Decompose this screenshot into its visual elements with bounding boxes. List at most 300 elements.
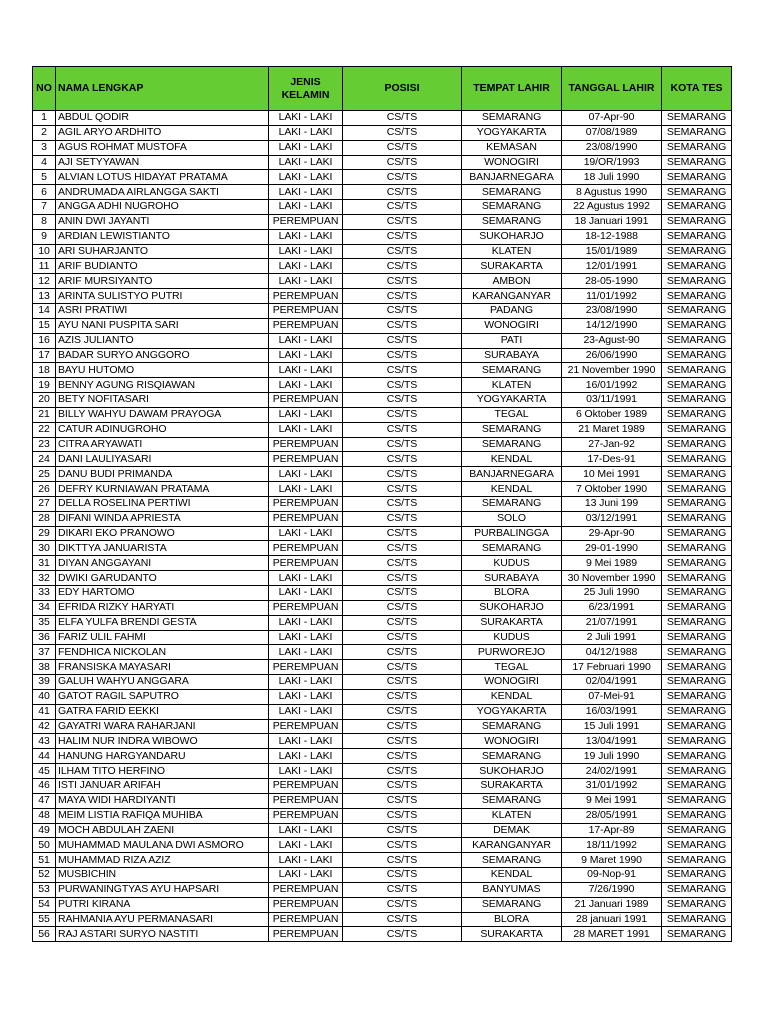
cell-kota-tes: SEMARANG <box>662 541 732 556</box>
cell-no: 1 <box>33 111 56 126</box>
table-row <box>33 853 732 868</box>
cell-posisi: CS/TS <box>343 289 462 304</box>
table-row <box>33 586 732 601</box>
table-row <box>33 140 732 155</box>
table-row <box>33 185 732 200</box>
cell-kota-tes: SEMARANG <box>662 749 732 764</box>
cell-kota-tes: SEMARANG <box>662 333 732 348</box>
cell-jenis-kelamin: LAKI - LAKI <box>269 185 343 200</box>
cell-jenis-kelamin: PEREMPUAN <box>269 897 343 912</box>
cell-posisi: CS/TS <box>343 155 462 170</box>
cell-tanggal-lahir: 27-Jan-92 <box>562 437 662 452</box>
cell-posisi: CS/TS <box>343 764 462 779</box>
cell-nama: PUTRI KIRANA <box>56 897 269 912</box>
table-row <box>33 229 732 244</box>
cell-no: 31 <box>33 556 56 571</box>
cell-no: 12 <box>33 274 56 289</box>
cell-tempat-lahir: SEMARANG <box>462 719 562 734</box>
cell-jenis-kelamin: LAKI - LAKI <box>269 155 343 170</box>
cell-kota-tes: SEMARANG <box>662 630 732 645</box>
cell-kota-tes: SEMARANG <box>662 437 732 452</box>
cell-nama: ANGGA ADHI NUGROHO <box>56 200 269 215</box>
table-row <box>33 734 732 749</box>
cell-jenis-kelamin: LAKI - LAKI <box>269 526 343 541</box>
cell-posisi: CS/TS <box>343 660 462 675</box>
cell-kota-tes: SEMARANG <box>662 675 732 690</box>
cell-tanggal-lahir: 24/02/1991 <box>562 764 662 779</box>
cell-jenis-kelamin: LAKI - LAKI <box>269 734 343 749</box>
cell-tempat-lahir: SEMARANG <box>462 200 562 215</box>
cell-no: 26 <box>33 482 56 497</box>
cell-kota-tes: SEMARANG <box>662 200 732 215</box>
cell-nama: BAYU HUTOMO <box>56 363 269 378</box>
header-posisi: POSISI <box>343 67 462 111</box>
cell-tanggal-lahir: 28 januari 1991 <box>562 912 662 927</box>
header-jenis-line2: KELAMIN <box>281 88 330 101</box>
cell-posisi: CS/TS <box>343 214 462 229</box>
cell-kota-tes: SEMARANG <box>662 155 732 170</box>
cell-jenis-kelamin: LAKI - LAKI <box>269 571 343 586</box>
cell-jenis-kelamin: PEREMPUAN <box>269 393 343 408</box>
cell-tanggal-lahir: 16/03/1991 <box>562 704 662 719</box>
cell-tempat-lahir: SEMARANG <box>462 437 562 452</box>
table-row <box>33 437 732 452</box>
cell-no: 36 <box>33 630 56 645</box>
cell-nama: GAYATRI WARA RAHARJANI <box>56 719 269 734</box>
cell-tempat-lahir: SUKOHARJO <box>462 600 562 615</box>
cell-posisi: CS/TS <box>343 363 462 378</box>
cell-tanggal-lahir: 28/05/1991 <box>562 808 662 823</box>
table-row <box>33 749 732 764</box>
cell-tanggal-lahir: 09-Nop-91 <box>562 868 662 883</box>
cell-nama: MOCH ABDULAH ZAENI <box>56 823 269 838</box>
cell-no: 18 <box>33 363 56 378</box>
cell-tempat-lahir: PADANG <box>462 303 562 318</box>
cell-posisi: CS/TS <box>343 303 462 318</box>
cell-no: 56 <box>33 927 56 942</box>
header-kota-tes: KOTA TES <box>662 67 732 111</box>
cell-kota-tes: SEMARANG <box>662 185 732 200</box>
cell-tanggal-lahir: 12/01/1991 <box>562 259 662 274</box>
cell-kota-tes: SEMARANG <box>662 838 732 853</box>
cell-nama: DIYAN ANGGAYANI <box>56 556 269 571</box>
cell-jenis-kelamin: PEREMPUAN <box>269 541 343 556</box>
cell-tanggal-lahir: 07-Mei-91 <box>562 689 662 704</box>
cell-tempat-lahir: SOLO <box>462 511 562 526</box>
cell-nama: GALUH WAHYU ANGGARA <box>56 675 269 690</box>
cell-nama: EFRIDA RIZKY HARYATI <box>56 600 269 615</box>
table-row <box>33 868 732 883</box>
cell-posisi: CS/TS <box>343 689 462 704</box>
cell-nama: DIFANI WINDA APRIESTA <box>56 511 269 526</box>
cell-tempat-lahir: KARANGANYAR <box>462 289 562 304</box>
cell-nama: AJI SETYYAWAN <box>56 155 269 170</box>
cell-kota-tes: SEMARANG <box>662 229 732 244</box>
cell-tanggal-lahir: 21/07/1991 <box>562 615 662 630</box>
cell-posisi: CS/TS <box>343 125 462 140</box>
cell-tempat-lahir: TEGAL <box>462 660 562 675</box>
cell-tanggal-lahir: 29-01-1990 <box>562 541 662 556</box>
cell-no: 50 <box>33 838 56 853</box>
cell-no: 2 <box>33 125 56 140</box>
cell-kota-tes: SEMARANG <box>662 170 732 185</box>
cell-nama: RAJ ASTARI SURYO NASTITI <box>56 927 269 942</box>
cell-tanggal-lahir: 18/11/1992 <box>562 838 662 853</box>
cell-tanggal-lahir: 16/01/1992 <box>562 378 662 393</box>
cell-posisi: CS/TS <box>343 630 462 645</box>
cell-nama: MUSBICHIN <box>56 868 269 883</box>
cell-nama: DELLA ROSELINA PERTIWI <box>56 496 269 511</box>
cell-tempat-lahir: WONOGIRI <box>462 155 562 170</box>
cell-tanggal-lahir: 26/06/1990 <box>562 348 662 363</box>
table-row <box>33 630 732 645</box>
table-row <box>33 244 732 259</box>
cell-posisi: CS/TS <box>343 482 462 497</box>
cell-nama: GATOT RAGIL SAPUTRO <box>56 689 269 704</box>
cell-kota-tes: SEMARANG <box>662 615 732 630</box>
cell-nama: AGUS ROHMAT MUSTOFA <box>56 140 269 155</box>
cell-tempat-lahir: BANJARNEGARA <box>462 467 562 482</box>
cell-nama: BILLY WAHYU DAWAM PRAYOGA <box>56 407 269 422</box>
cell-no: 13 <box>33 289 56 304</box>
cell-posisi: CS/TS <box>343 229 462 244</box>
cell-posisi: CS/TS <box>343 600 462 615</box>
cell-jenis-kelamin: LAKI - LAKI <box>269 170 343 185</box>
cell-tempat-lahir: KLATEN <box>462 378 562 393</box>
cell-kota-tes: SEMARANG <box>662 482 732 497</box>
cell-nama: AZIS JULIANTO <box>56 333 269 348</box>
cell-tempat-lahir: KLATEN <box>462 244 562 259</box>
cell-kota-tes: SEMARANG <box>662 452 732 467</box>
cell-nama: GATRA FARID EEKKI <box>56 704 269 719</box>
cell-nama: ARINTA SULISTYO PUTRI <box>56 289 269 304</box>
cell-nama: CITRA ARYAWATI <box>56 437 269 452</box>
header-tempat-lahir: TEMPAT LAHIR <box>462 67 562 111</box>
cell-tempat-lahir: KENDAL <box>462 482 562 497</box>
cell-jenis-kelamin: LAKI - LAKI <box>269 259 343 274</box>
cell-tempat-lahir: BANJARNEGARA <box>462 170 562 185</box>
cell-nama: ARIF BUDIANTO <box>56 259 269 274</box>
cell-tempat-lahir: SURAKARTA <box>462 927 562 942</box>
cell-tempat-lahir: KENDAL <box>462 452 562 467</box>
cell-posisi: CS/TS <box>343 185 462 200</box>
table-row <box>33 927 732 942</box>
table-row <box>33 289 732 304</box>
cell-kota-tes: SEMARANG <box>662 407 732 422</box>
cell-no: 40 <box>33 689 56 704</box>
cell-jenis-kelamin: LAKI - LAKI <box>269 348 343 363</box>
cell-tempat-lahir: SEMARANG <box>462 111 562 126</box>
cell-no: 25 <box>33 467 56 482</box>
cell-tanggal-lahir: 30 November 1990 <box>562 571 662 586</box>
cell-tempat-lahir: BLORA <box>462 586 562 601</box>
cell-no: 5 <box>33 170 56 185</box>
table-row <box>33 660 732 675</box>
cell-nama: ANIN DWI JAYANTI <box>56 214 269 229</box>
table-row <box>33 615 732 630</box>
table-row <box>33 303 732 318</box>
cell-jenis-kelamin: PEREMPUAN <box>269 719 343 734</box>
cell-jenis-kelamin: PEREMPUAN <box>269 660 343 675</box>
table-row <box>33 259 732 274</box>
cell-no: 46 <box>33 778 56 793</box>
cell-tanggal-lahir: 18 Januari 1991 <box>562 214 662 229</box>
cell-posisi: CS/TS <box>343 407 462 422</box>
cell-nama: DANI LAULIYASARI <box>56 452 269 467</box>
cell-posisi: CS/TS <box>343 393 462 408</box>
table-row <box>33 125 732 140</box>
cell-nama: MUHAMMAD RIZA AZIZ <box>56 853 269 868</box>
cell-kota-tes: SEMARANG <box>662 111 732 126</box>
cell-no: 43 <box>33 734 56 749</box>
cell-kota-tes: SEMARANG <box>662 764 732 779</box>
cell-no: 24 <box>33 452 56 467</box>
cell-jenis-kelamin: PEREMPUAN <box>269 927 343 942</box>
cell-jenis-kelamin: LAKI - LAKI <box>269 823 343 838</box>
cell-posisi: CS/TS <box>343 912 462 927</box>
cell-tempat-lahir: KLATEN <box>462 808 562 823</box>
cell-posisi: CS/TS <box>343 467 462 482</box>
cell-nama: MAYA WIDI HARDIYANTI <box>56 793 269 808</box>
header-no: NO <box>33 67 56 111</box>
cell-no: 6 <box>33 185 56 200</box>
cell-posisi: CS/TS <box>343 853 462 868</box>
cell-tempat-lahir: SUKOHARJO <box>462 764 562 779</box>
cell-jenis-kelamin: PEREMPUAN <box>269 793 343 808</box>
cell-no: 32 <box>33 571 56 586</box>
table-row <box>33 348 732 363</box>
cell-tempat-lahir: WONOGIRI <box>462 675 562 690</box>
cell-jenis-kelamin: LAKI - LAKI <box>269 615 343 630</box>
cell-tanggal-lahir: 9 Mei 1989 <box>562 556 662 571</box>
table-row <box>33 378 732 393</box>
cell-no: 22 <box>33 422 56 437</box>
cell-kota-tes: SEMARANG <box>662 897 732 912</box>
cell-posisi: CS/TS <box>343 778 462 793</box>
cell-tanggal-lahir: 14/12/1990 <box>562 318 662 333</box>
cell-jenis-kelamin: LAKI - LAKI <box>269 378 343 393</box>
cell-tanggal-lahir: 18-12-1988 <box>562 229 662 244</box>
cell-jenis-kelamin: PEREMPUAN <box>269 452 343 467</box>
cell-tanggal-lahir: 07/08/1989 <box>562 125 662 140</box>
cell-kota-tes: SEMARANG <box>662 586 732 601</box>
cell-nama: ARDIAN LEWISTIANTO <box>56 229 269 244</box>
cell-nama: FRANSISKA MAYASARI <box>56 660 269 675</box>
cell-posisi: CS/TS <box>343 511 462 526</box>
cell-tempat-lahir: SEMARANG <box>462 853 562 868</box>
cell-jenis-kelamin: PEREMPUAN <box>269 778 343 793</box>
cell-tanggal-lahir: 13/04/1991 <box>562 734 662 749</box>
table-row <box>33 719 732 734</box>
cell-posisi: CS/TS <box>343 140 462 155</box>
cell-tempat-lahir: YOGYAKARTA <box>462 125 562 140</box>
cell-tempat-lahir: SEMARANG <box>462 793 562 808</box>
cell-no: 35 <box>33 615 56 630</box>
cell-jenis-kelamin: PEREMPUAN <box>269 214 343 229</box>
cell-no: 19 <box>33 378 56 393</box>
cell-posisi: CS/TS <box>343 526 462 541</box>
cell-no: 48 <box>33 808 56 823</box>
cell-nama: EDY HARTOMO <box>56 586 269 601</box>
table-row <box>33 170 732 185</box>
cell-tempat-lahir: BANYUMAS <box>462 882 562 897</box>
cell-jenis-kelamin: LAKI - LAKI <box>269 125 343 140</box>
cell-posisi: CS/TS <box>343 200 462 215</box>
cell-posisi: CS/TS <box>343 749 462 764</box>
cell-tanggal-lahir: 03/11/1991 <box>562 393 662 408</box>
cell-tempat-lahir: SURABAYA <box>462 348 562 363</box>
cell-no: 52 <box>33 868 56 883</box>
cell-jenis-kelamin: LAKI - LAKI <box>269 274 343 289</box>
cell-kota-tes: SEMARANG <box>662 140 732 155</box>
cell-posisi: CS/TS <box>343 571 462 586</box>
cell-tempat-lahir: PURWOREJO <box>462 645 562 660</box>
cell-tempat-lahir: KUDUS <box>462 630 562 645</box>
cell-posisi: CS/TS <box>343 111 462 126</box>
table-row <box>33 363 732 378</box>
cell-tempat-lahir: DEMAK <box>462 823 562 838</box>
cell-posisi: CS/TS <box>343 838 462 853</box>
cell-tempat-lahir: SEMARANG <box>462 422 562 437</box>
cell-no: 54 <box>33 897 56 912</box>
cell-posisi: CS/TS <box>343 675 462 690</box>
table-row <box>33 274 732 289</box>
cell-kota-tes: SEMARANG <box>662 496 732 511</box>
cell-no: 4 <box>33 155 56 170</box>
cell-tanggal-lahir: 8 Agustus 1990 <box>562 185 662 200</box>
cell-jenis-kelamin: PEREMPUAN <box>269 600 343 615</box>
table-row <box>33 571 732 586</box>
cell-nama: ALVIAN LOTUS HIDAYAT PRATAMA <box>56 170 269 185</box>
cell-posisi: CS/TS <box>343 615 462 630</box>
table-row <box>33 778 732 793</box>
cell-jenis-kelamin: LAKI - LAKI <box>269 363 343 378</box>
cell-tanggal-lahir: 23-Agust-90 <box>562 333 662 348</box>
cell-jenis-kelamin: LAKI - LAKI <box>269 749 343 764</box>
cell-no: 41 <box>33 704 56 719</box>
cell-jenis-kelamin: LAKI - LAKI <box>269 229 343 244</box>
table-row <box>33 467 732 482</box>
cell-tanggal-lahir: 28 MARET 1991 <box>562 927 662 942</box>
cell-tanggal-lahir: 9 Mei 1991 <box>562 793 662 808</box>
cell-tempat-lahir: PATI <box>462 333 562 348</box>
cell-nama: MUHAMMAD MAULANA DWI ASMORO <box>56 838 269 853</box>
cell-tanggal-lahir: 17-Apr-89 <box>562 823 662 838</box>
cell-tanggal-lahir: 23/08/1990 <box>562 140 662 155</box>
cell-jenis-kelamin: LAKI - LAKI <box>269 482 343 497</box>
cell-nama: HANUNG HARGYANDARU <box>56 749 269 764</box>
cell-jenis-kelamin: LAKI - LAKI <box>269 140 343 155</box>
cell-jenis-kelamin: LAKI - LAKI <box>269 407 343 422</box>
cell-tanggal-lahir: 04/12/1988 <box>562 645 662 660</box>
cell-jenis-kelamin: PEREMPUAN <box>269 437 343 452</box>
cell-nama: BENNY AGUNG RISQIAWAN <box>56 378 269 393</box>
table-row <box>33 675 732 690</box>
cell-kota-tes: SEMARANG <box>662 734 732 749</box>
table-row <box>33 897 732 912</box>
cell-posisi: CS/TS <box>343 244 462 259</box>
cell-posisi: CS/TS <box>343 170 462 185</box>
cell-no: 49 <box>33 823 56 838</box>
cell-jenis-kelamin: LAKI - LAKI <box>269 422 343 437</box>
table-row <box>33 452 732 467</box>
cell-nama: CATUR ADINUGROHO <box>56 422 269 437</box>
cell-tanggal-lahir: 7 Oktober 1990 <box>562 482 662 497</box>
table-row <box>33 422 732 437</box>
cell-nama: DIKARI EKO PRANOWO <box>56 526 269 541</box>
cell-nama: MEIM LISTIA RAFIQA MUHIBA <box>56 808 269 823</box>
cell-jenis-kelamin: LAKI - LAKI <box>269 689 343 704</box>
cell-nama: RAHMANIA AYU PERMANASARI <box>56 912 269 927</box>
cell-nama: ISTI JANUAR ARIFAH <box>56 778 269 793</box>
cell-no: 11 <box>33 259 56 274</box>
table-row <box>33 482 732 497</box>
cell-tanggal-lahir: 17 Februari 1990 <box>562 660 662 675</box>
cell-jenis-kelamin: PEREMPUAN <box>269 496 343 511</box>
cell-tempat-lahir: KENDAL <box>462 689 562 704</box>
header-row <box>33 67 732 111</box>
cell-posisi: CS/TS <box>343 452 462 467</box>
table-row <box>33 393 732 408</box>
header-jenis-kelamin <box>269 67 343 111</box>
cell-posisi: CS/TS <box>343 927 462 942</box>
cell-tanggal-lahir: 28-05-1990 <box>562 274 662 289</box>
cell-jenis-kelamin: LAKI - LAKI <box>269 704 343 719</box>
cell-kota-tes: SEMARANG <box>662 125 732 140</box>
table-row <box>33 689 732 704</box>
cell-tanggal-lahir: 15/01/1989 <box>562 244 662 259</box>
cell-nama: ILHAM TITO HERFINO <box>56 764 269 779</box>
cell-no: 9 <box>33 229 56 244</box>
cell-kota-tes: SEMARANG <box>662 600 732 615</box>
cell-jenis-kelamin: LAKI - LAKI <box>269 764 343 779</box>
cell-posisi: CS/TS <box>343 348 462 363</box>
cell-no: 28 <box>33 511 56 526</box>
header-nama: NAMA LENGKAP <box>56 67 269 111</box>
cell-jenis-kelamin: LAKI - LAKI <box>269 838 343 853</box>
cell-tanggal-lahir: 15 Juli 1991 <box>562 719 662 734</box>
cell-tanggal-lahir: 18 Juli 1990 <box>562 170 662 185</box>
table-row <box>33 882 732 897</box>
table-row <box>33 526 732 541</box>
cell-posisi: CS/TS <box>343 897 462 912</box>
cell-tanggal-lahir: 2 Juli 1991 <box>562 630 662 645</box>
table-row <box>33 407 732 422</box>
cell-tanggal-lahir: 07-Apr-90 <box>562 111 662 126</box>
cell-kota-tes: SEMARANG <box>662 645 732 660</box>
cell-tanggal-lahir: 21 Januari 1989 <box>562 897 662 912</box>
cell-tempat-lahir: PURBALINGGA <box>462 526 562 541</box>
cell-kota-tes: SEMARANG <box>662 274 732 289</box>
cell-tempat-lahir: KUDUS <box>462 556 562 571</box>
cell-nama: ABDUL QODIR <box>56 111 269 126</box>
table-row <box>33 600 732 615</box>
cell-kota-tes: SEMARANG <box>662 689 732 704</box>
cell-no: 42 <box>33 719 56 734</box>
cell-nama: PURWANINGTYAS AYU HAPSARI <box>56 882 269 897</box>
table-row <box>33 496 732 511</box>
cell-kota-tes: SEMARANG <box>662 244 732 259</box>
cell-nama: DWIKI GARUDANTO <box>56 571 269 586</box>
cell-kota-tes: SEMARANG <box>662 511 732 526</box>
cell-kota-tes: SEMARANG <box>662 378 732 393</box>
table-row <box>33 541 732 556</box>
cell-tempat-lahir: KENDAL <box>462 868 562 883</box>
cell-jenis-kelamin: LAKI - LAKI <box>269 200 343 215</box>
cell-no: 21 <box>33 407 56 422</box>
cell-nama: ASRI PRATIWI <box>56 303 269 318</box>
cell-no: 34 <box>33 600 56 615</box>
